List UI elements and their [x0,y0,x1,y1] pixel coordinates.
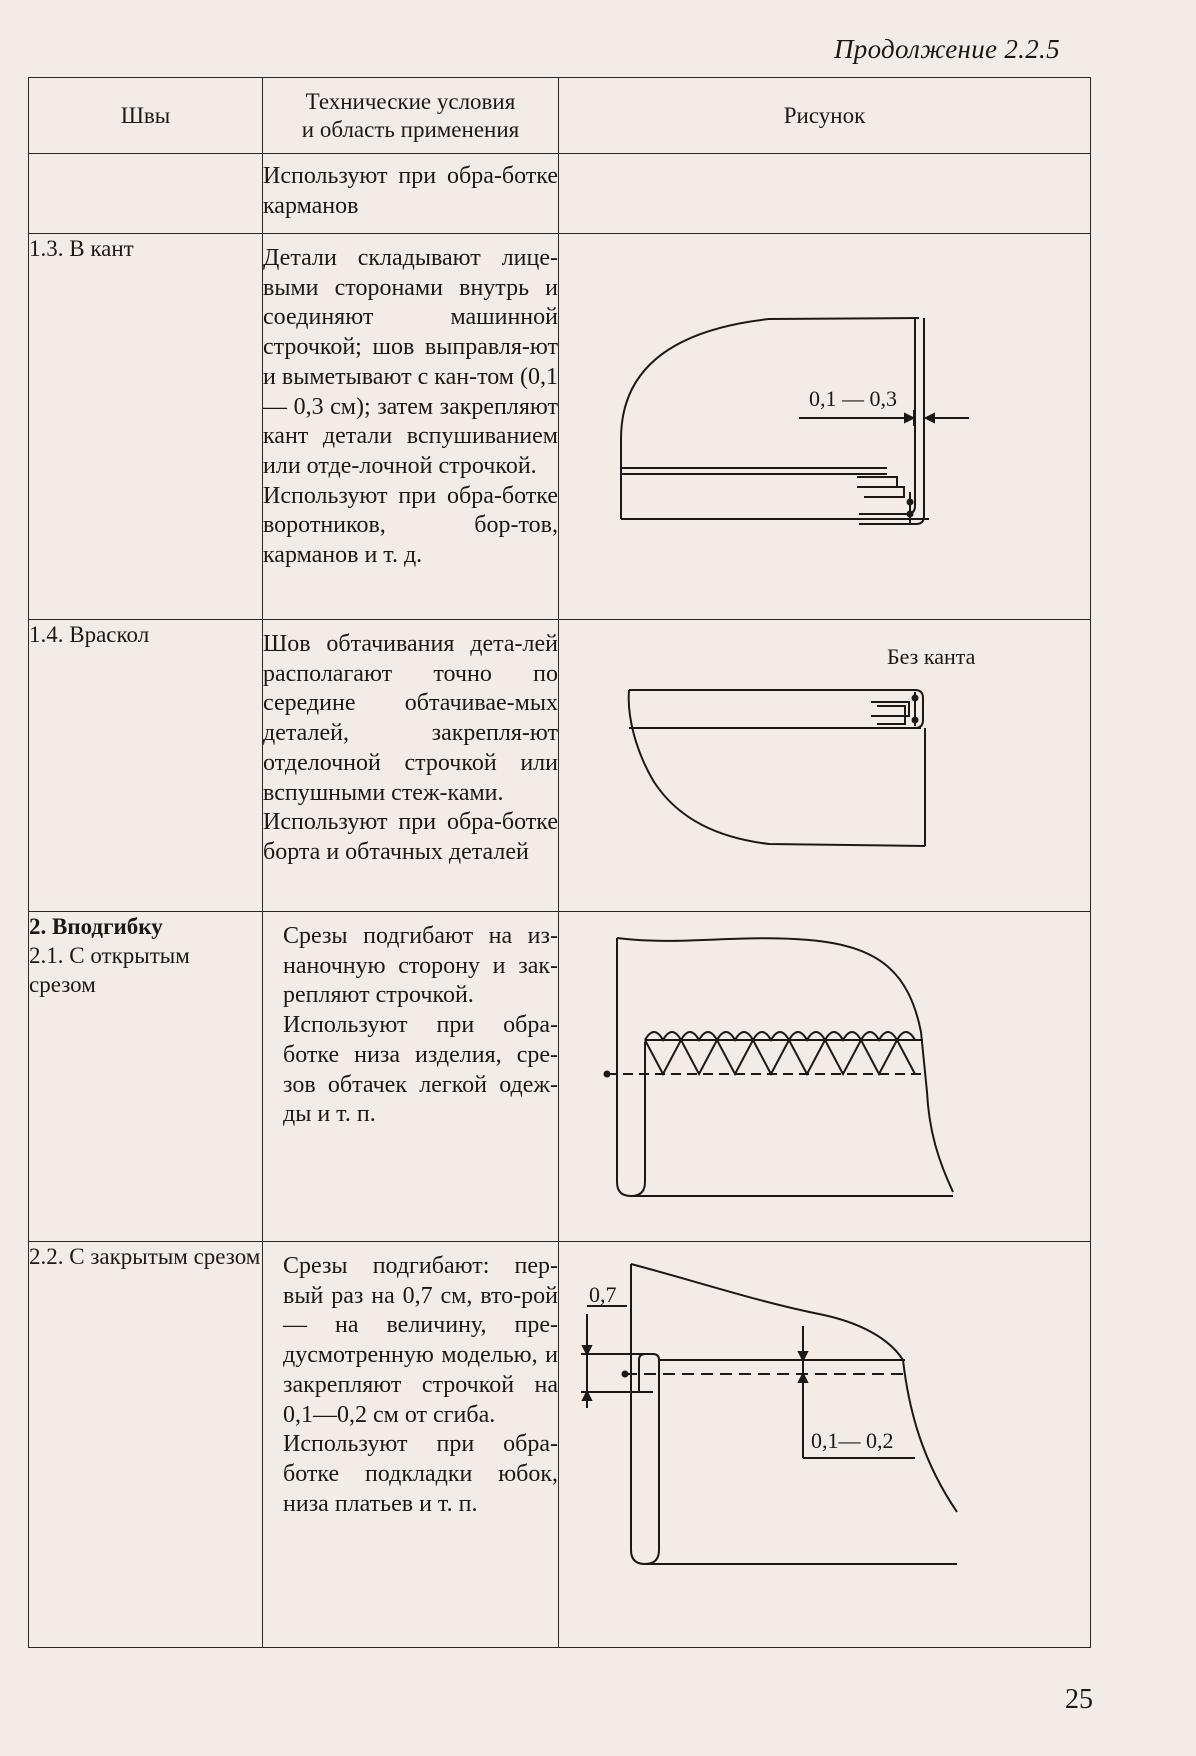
figure-cell [559,154,1091,234]
stitch-point [623,1372,628,1377]
desc-cell [263,154,559,234]
figure-cell [559,1242,1091,1648]
desc-paragraph: Шов обтачивания дета-лей располагают точно по середине обтачивае-мых деталей, закрепля-ют отделочной строчкой или вспушными стеж-ками. [263,631,558,806]
desc-paragraph: Детали складывают лице-выми сторонами внутрь и соединяют машинной строчкой; шов выправля-ют и выметывают с кан-том (0,1 — 0,3 см); затем закрепляют кант детали вспушиванием или отде-лочной строчкой. [263,245,558,479]
garment-outline [629,690,925,846]
seam-group-title: 2. Вподгибку [29,914,163,939]
seam-cell [29,1242,263,1648]
table-row [29,154,1091,234]
seam-cell [29,620,263,912]
seam-name: 2.1. С открытым срезом [29,943,190,997]
seam-allowance [857,477,897,487]
seam-name: 1.3. В кант [29,236,134,261]
desc-cell [263,620,559,912]
table-row [29,620,1091,912]
open-hem-figure [559,912,1091,1242]
desc-paragraph: Используют при обра-ботке низа изделия, сре-зов обтачек легкой одеж-ды и т. п. [283,1012,558,1128]
seam-allowance [864,487,904,497]
dimension-arrow [583,1346,591,1354]
seam-cell [29,912,263,1242]
table-header-row [29,78,1091,154]
header-seams: Швы [29,78,263,154]
seam-allowance [871,702,909,716]
header-figure: Рисунок [559,78,1091,154]
dimension-arrow [799,1374,807,1382]
seam-cell [29,234,263,620]
edge-seam-figure [559,234,1091,620]
desc-paragraph: Используют при обра-ботке подкладки юбок, низа платьев и т. п. [283,1431,558,1517]
header-conditions-line1: Технические условия [305,88,516,114]
desc-cell [263,234,559,620]
desc-paragraph: Используют при обра-ботке карманов [263,163,558,219]
header-conditions-line2: и область применения [301,116,520,142]
stitch-distance-label: 0,1— 0,2 [811,1428,894,1453]
table-row [29,912,1091,1242]
split-seam-figure [559,620,1091,912]
seam-name: 1.4. Враскол [29,622,150,647]
desc-cell [263,1242,559,1648]
desc-paragraph: Используют при обра-ботке борта и обтачных деталей [263,809,558,865]
desc-paragraph: Срезы подгибают на из-наночную сторону и зак-репляют строчкой. [283,923,558,1009]
edge-width-label: 0,1 — 0,3 [809,386,897,411]
dimension-arrow [926,414,934,422]
table-row [29,1242,1091,1648]
fold-width-label: 0,7 [589,1282,617,1307]
seam-name: 2.2. С закрытым срезом [29,1244,261,1269]
page-number: 25 [1065,1684,1093,1715]
overlock-zigzag [645,1040,915,1074]
dimension-arrow [905,414,913,422]
desc-paragraph: Используют при обра-ботке воротников, бор-тов, карманов и т. д. [263,482,558,569]
garment-outline [631,1264,957,1512]
running-head: Продолжение 2.2.5 [834,34,1060,64]
figure-cell [559,620,1091,912]
hem-fold [631,1354,659,1564]
table-row [29,234,1091,620]
stitch-point [605,1072,610,1077]
dimension-arrow [799,1352,807,1360]
header-conditions [263,78,559,154]
figure-cell [559,912,1091,1242]
desc-cell [263,912,559,1242]
desc-paragraph: Срезы подгибают: пер-вый раз на 0,7 см, вто-рой — на величину, пре-дусмотренную моделью, и закрепляют строчкой на 0,1—0,2 см от сгиба. [283,1253,558,1428]
no-edge-label: Без канта [887,644,976,669]
figure-cell [559,234,1091,620]
dimension-arrow [583,1392,591,1400]
seam-fold [859,506,915,514]
seam-cell [29,154,263,234]
seams-table [28,77,1091,1648]
overlock-loops [645,1032,915,1040]
hem-fold [617,1042,645,1196]
